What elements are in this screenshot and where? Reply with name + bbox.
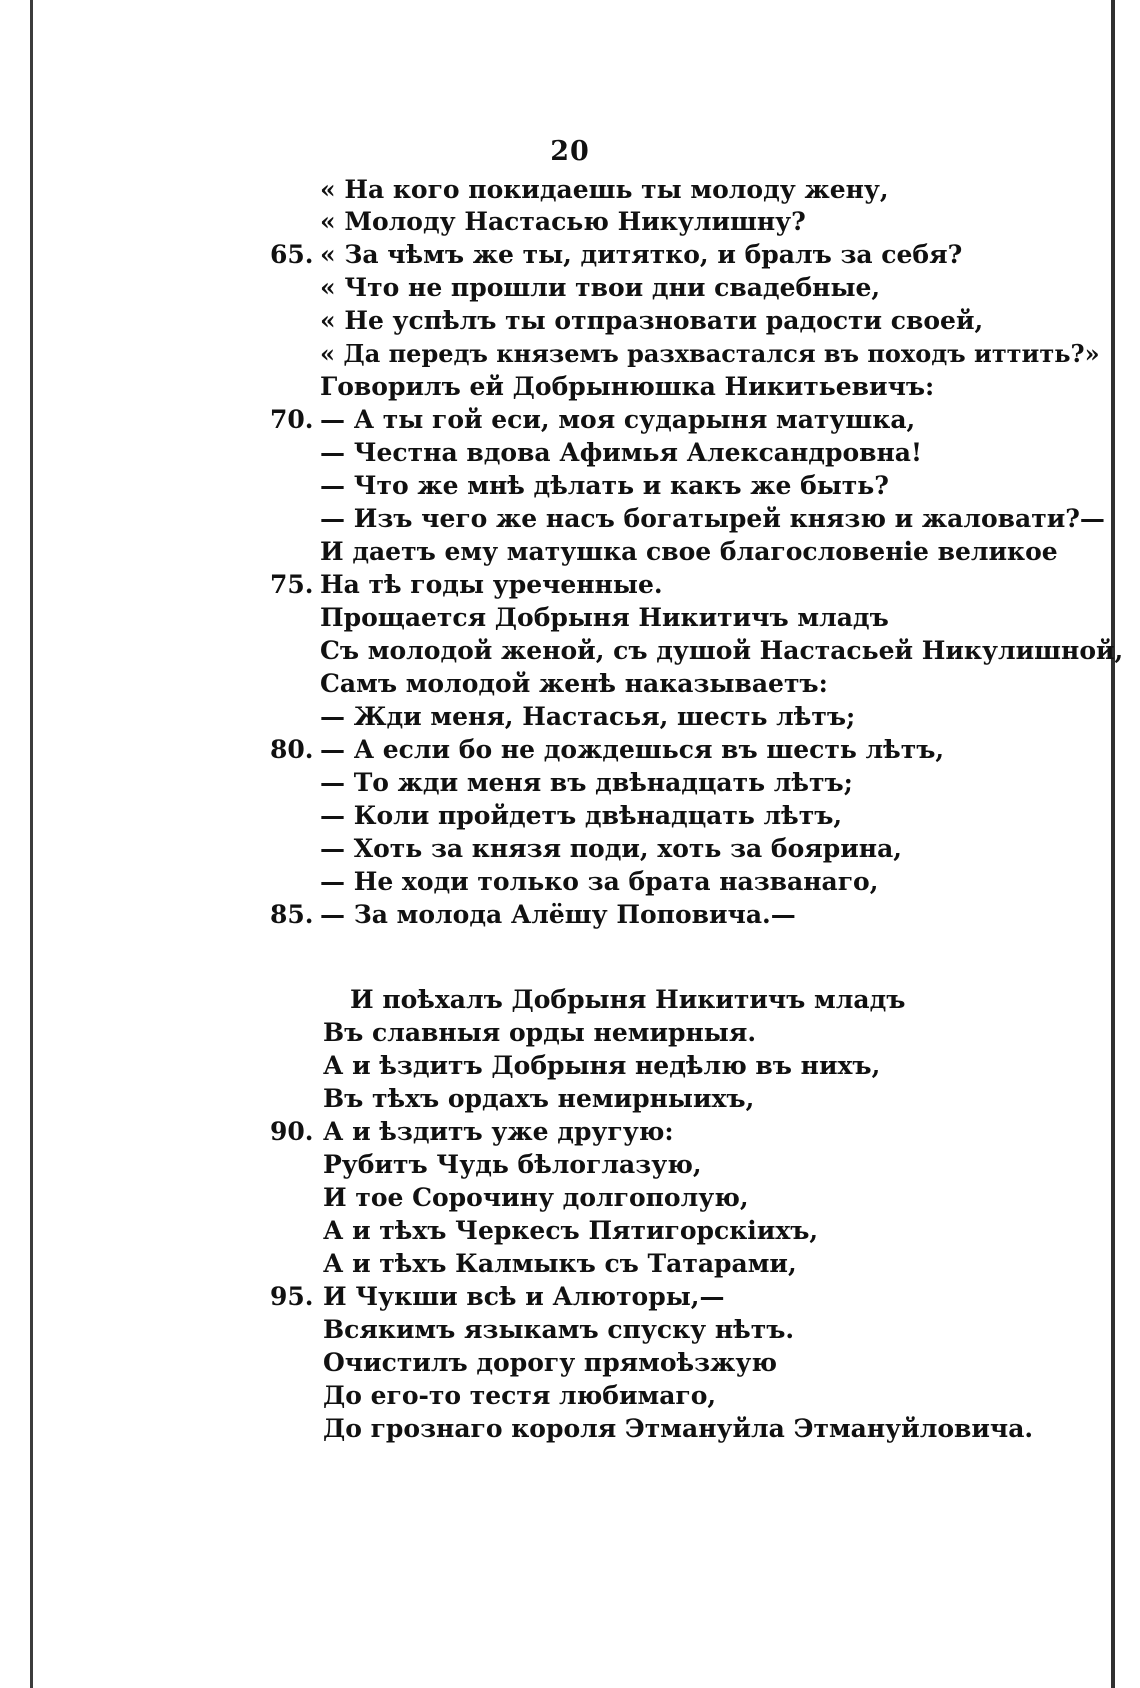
line-text: — То жди меня въ двѣнадцать лѣтъ; (320, 768, 853, 797)
line-text: И тое Сорочину долгополую, (323, 1183, 749, 1212)
line-text: « На кого покидаешь ты молоду жену, (320, 175, 889, 204)
line-text: И Чукши всѣ и Алюторы,— (323, 1282, 725, 1311)
line-text: А и ѣздитъ Добрыня недѣлю въ нихъ, (323, 1051, 881, 1080)
line-text: А и тѣхъ Калмыкъ съ Татарами, (323, 1249, 797, 1278)
line-text: Самъ молодой женѣ наказываетъ: (320, 669, 828, 698)
line-text: — Хоть за князя поди, хоть за боярина, (320, 834, 902, 863)
line-text: — Жди меня, Настасья, шесть лѣтъ; (320, 702, 856, 731)
line-number: 75. (270, 570, 314, 599)
line-text: Говорилъ ей Добрынюшка Никитьевичъ: (320, 372, 935, 401)
line-text: До грознаго короля Этмануйла Этмануйловича. (323, 1414, 1034, 1443)
line-number: 65. (270, 240, 314, 269)
line-text: — Что же мнѣ дѣлать и какъ же быть? (320, 471, 889, 500)
line-text: « Молоду Настасью Никулишну? (320, 207, 806, 236)
line-text: Въ тѣхъ ордахъ немирныихъ, (323, 1084, 755, 1113)
line-text: « Не успѣлъ ты отпразновати радости своей, (320, 306, 984, 335)
line-text: И поѣхалъ Добрыня Никитичъ младъ (350, 985, 906, 1014)
line-text: — Изъ чего же насъ богатырей князю и жаловати?— (320, 504, 1105, 533)
line-text: — Не ходи только за брата названаго, (320, 867, 879, 896)
line-text: А и тѣхъ Черкесъ Пятигорскіихъ, (323, 1216, 819, 1245)
line-text: — А если бо не дождешься въ шесть лѣтъ, (320, 735, 945, 764)
line-text: — За молода Алёшу Поповича.— (320, 900, 796, 929)
line-number: 90. (270, 1117, 314, 1146)
line-text: Съ молодой женой, съ душой Настасьей Никулишной, (320, 636, 1124, 665)
line-number: 70. (270, 405, 314, 434)
line-text: Очистилъ дорогу прямоѣзжую (323, 1348, 777, 1377)
line-text: Въ славныя орды немирныя. (323, 1018, 757, 1047)
line-text: А и ѣздитъ уже другую: (323, 1117, 674, 1146)
line-text: Всякимъ языкамъ спуску нѣтъ. (323, 1315, 795, 1344)
line-text: — А ты гой еси, моя сударыня матушка, (320, 405, 916, 434)
line-text: « Да передъ княземъ разхвастался въ походъ иттить?» (320, 339, 1100, 368)
line-text: « За чѣмъ же ты, дитятко, и бралъ за себя? (320, 240, 963, 269)
line-text: — Честна вдова Афимья Александровна! (320, 438, 922, 467)
line-text: До его-то тестя любимаго, (323, 1381, 717, 1410)
line-number: 80. (270, 735, 314, 764)
line-text: « Что не прошли твои дни свадебные, (320, 273, 881, 302)
right-page-edge (1111, 0, 1115, 1688)
line-text: Прощается Добрыня Никитичъ младъ (320, 603, 889, 632)
left-page-edge (30, 0, 33, 1688)
line-text: На тѣ годы уреченные. (320, 570, 663, 599)
line-text: — Коли пройдетъ двѣнадцать лѣтъ, (320, 801, 843, 830)
page-number: 20 (550, 136, 590, 167)
line-text: И даетъ ему матушка свое благословеніе великое (320, 537, 1058, 566)
line-number: 95. (270, 1282, 314, 1311)
line-text: Рубитъ Чудь бѣлоглазую, (323, 1150, 702, 1179)
line-number: 85. (270, 900, 314, 929)
